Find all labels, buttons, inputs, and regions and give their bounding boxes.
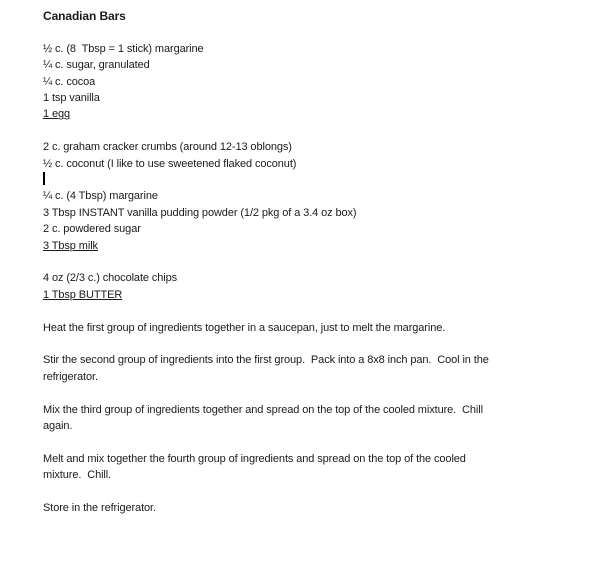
doc-line-text: 2 c. powdered sugar: [43, 223, 141, 236]
doc-line-text: ¼ c. (4 Tbsp) margarine: [43, 190, 158, 203]
doc-line[interactable]: [43, 320, 595, 336]
doc-line[interactable]: [43, 90, 595, 106]
doc-blank-line[interactable]: [43, 336, 595, 352]
doc-line-text: 3 Tbsp milk: [43, 239, 98, 252]
doc-line[interactable]: [43, 156, 595, 172]
doc-line[interactable]: [43, 139, 595, 155]
doc-blank-line[interactable]: [43, 172, 595, 188]
doc-line-text: mixture. Chill.: [43, 469, 112, 482]
doc-line[interactable]: [43, 41, 595, 57]
page-title: Canadian Bars: [43, 9, 126, 23]
doc-line-text: 1 Tbsp BUTTER: [43, 288, 123, 301]
doc-blank-line[interactable]: [43, 484, 595, 500]
doc-line-text: 1 tsp vanilla: [43, 92, 100, 105]
doc-line[interactable]: [43, 270, 595, 286]
doc-blank-line[interactable]: [43, 434, 595, 450]
doc-line-text: ¼ c. sugar, granulated: [43, 59, 150, 72]
doc-line[interactable]: [43, 352, 595, 368]
doc-line-text: Stir the second group of ingredients into the first group. Pack into a 8x8 inch pan. Cool in the: [43, 354, 489, 367]
doc-line-text: ½ c. coconut (I like to use sweetened flaked coconut): [43, 157, 297, 170]
doc-blank-line[interactable]: [43, 385, 595, 401]
doc-blank-line[interactable]: [43, 254, 595, 270]
doc-blank-line[interactable]: [43, 303, 595, 319]
doc-line[interactable]: [43, 287, 595, 303]
doc-line[interactable]: [43, 418, 595, 434]
doc-line-text: Melt and mix together the fourth group of ingredients and spread on the top of the cooled: [43, 452, 466, 465]
doc-line-text: Store in the refrigerator.: [43, 502, 156, 515]
doc-line-text: ½ c. (8 Tbsp = 1 stick) margarine: [43, 42, 204, 55]
doc-line-text: refrigerator.: [43, 370, 98, 383]
doc-line-text: Heat the first group of ingredients together in a saucepan, just to melt the margarine.: [43, 321, 446, 334]
doc-title-line[interactable]: [43, 8, 595, 24]
document-text-area[interactable]: [43, 8, 595, 516]
doc-line-text: Mix the third group of ingredients together and spread on the top of the cooled mixture. Chill: [43, 403, 483, 416]
doc-line[interactable]: [43, 467, 595, 483]
doc-line-text: 2 c. graham cracker crumbs (around 12-13 oblongs): [43, 141, 292, 154]
doc-line[interactable]: [43, 106, 595, 122]
doc-line[interactable]: [43, 205, 595, 221]
doc-line-text: ¼ c. cocoa: [43, 75, 96, 88]
doc-line-text: again.: [43, 420, 73, 433]
doc-line[interactable]: [43, 74, 595, 90]
doc-line[interactable]: [43, 238, 595, 254]
doc-blank-line[interactable]: [43, 123, 595, 139]
doc-line[interactable]: [43, 402, 595, 418]
doc-line[interactable]: [43, 369, 595, 385]
doc-line[interactable]: [43, 188, 595, 204]
text-cursor: [43, 172, 45, 185]
doc-line-text: 1 egg: [43, 108, 71, 121]
doc-blank-line[interactable]: [43, 24, 595, 40]
doc-line-text: 3 Tbsp INSTANT vanilla pudding powder (1/2 pkg of a 3.4 oz box): [43, 206, 357, 219]
doc-line[interactable]: [43, 57, 595, 73]
doc-line-text: 4 oz (2/3 c.) chocolate chips: [43, 272, 178, 285]
doc-line[interactable]: [43, 221, 595, 237]
doc-line[interactable]: [43, 451, 595, 467]
doc-line[interactable]: [43, 500, 595, 516]
